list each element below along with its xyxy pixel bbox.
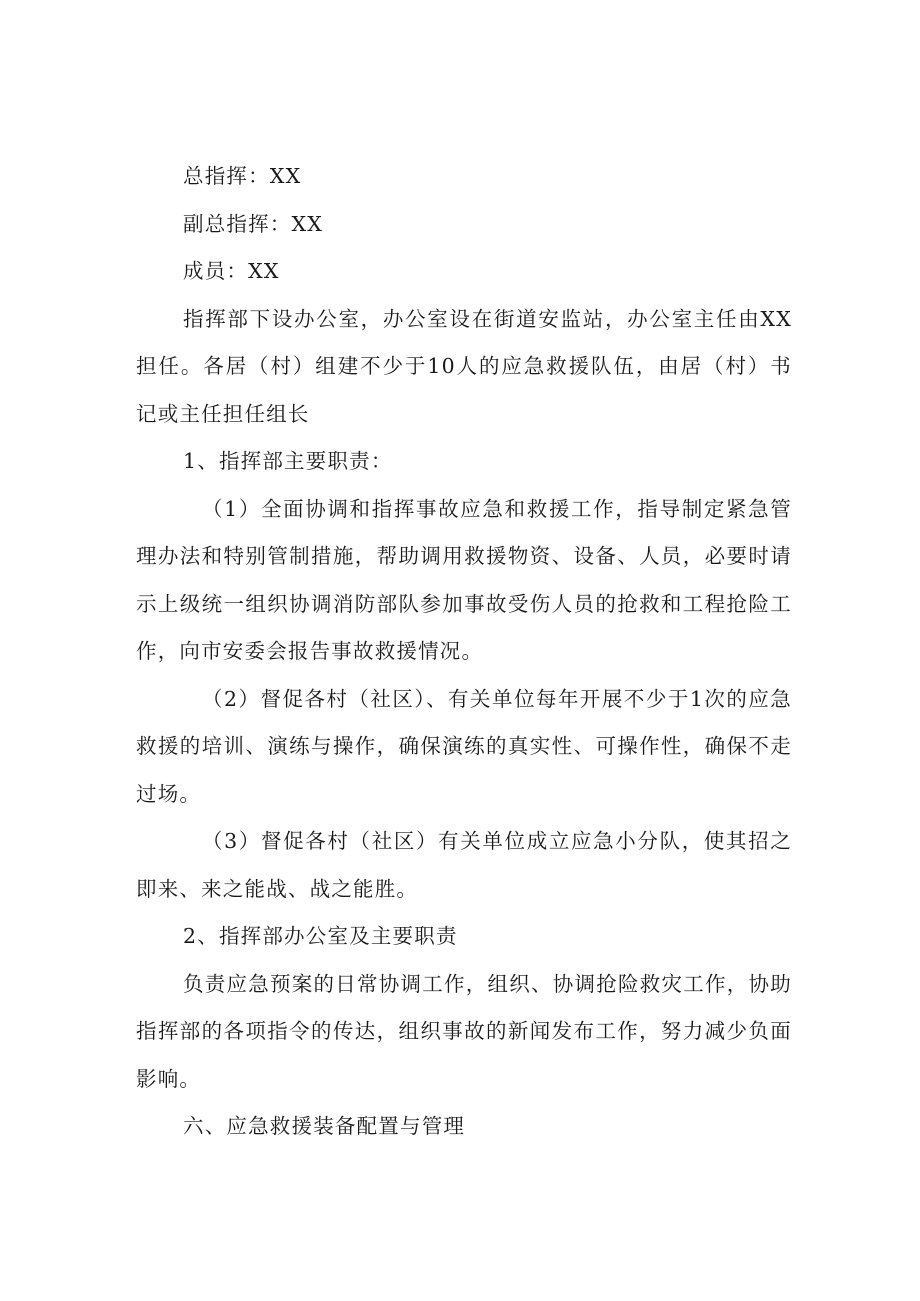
office-duties-paragraph: 负责应急预案的日常协调工作，组织、协调抢险救灾工作，协助指挥部的各项指令的传达，组织事故的新闻发布工作，努力减少负面影响。 — [136, 971, 792, 1091]
duty-2-paragraph: （2）督促各村（社区）、有关单位每年开展不少于1次的应急救援的培训、演练与操作，确保演练的真实性、可操作性，确保不走过场。 — [136, 686, 792, 806]
duty-1-paragraph: （1）全面协调和指挥事故应急和救援工作，指导制定紧急管理办法和特别管制措施，帮助调用救援物资、设备、人员，必要时请示上级统一组织协调消防部队参加事故受伤人员的抢救和工程抢险工作，向市安委会报告事故救援情况。 — [136, 496, 792, 663]
section-1-heading: 1、指挥部主要职责： — [183, 449, 393, 473]
section-2-heading: 2、指挥部办公室及主要职责 — [183, 924, 458, 948]
duty-3-paragraph: （3）督促各村（社区）有关单位成立应急小分队，使其招之即来、来之能战、战之能胜。 — [136, 829, 792, 901]
office-setup-paragraph: 指挥部下设办公室，办公室设在街道安监站，办公室主任由XX担任。各居（村）组建不少于10人的应急救援队伍，由居（村）书记或主任担任组长 — [136, 306, 792, 426]
deputy-commander-line: 副总指挥：XX — [183, 211, 324, 236]
members-line: 成员：XX — [183, 259, 280, 283]
section-6-heading: 六、应急救援装备配置与管理 — [183, 1114, 466, 1138]
commander-line: 总指挥：XX — [183, 164, 302, 188]
